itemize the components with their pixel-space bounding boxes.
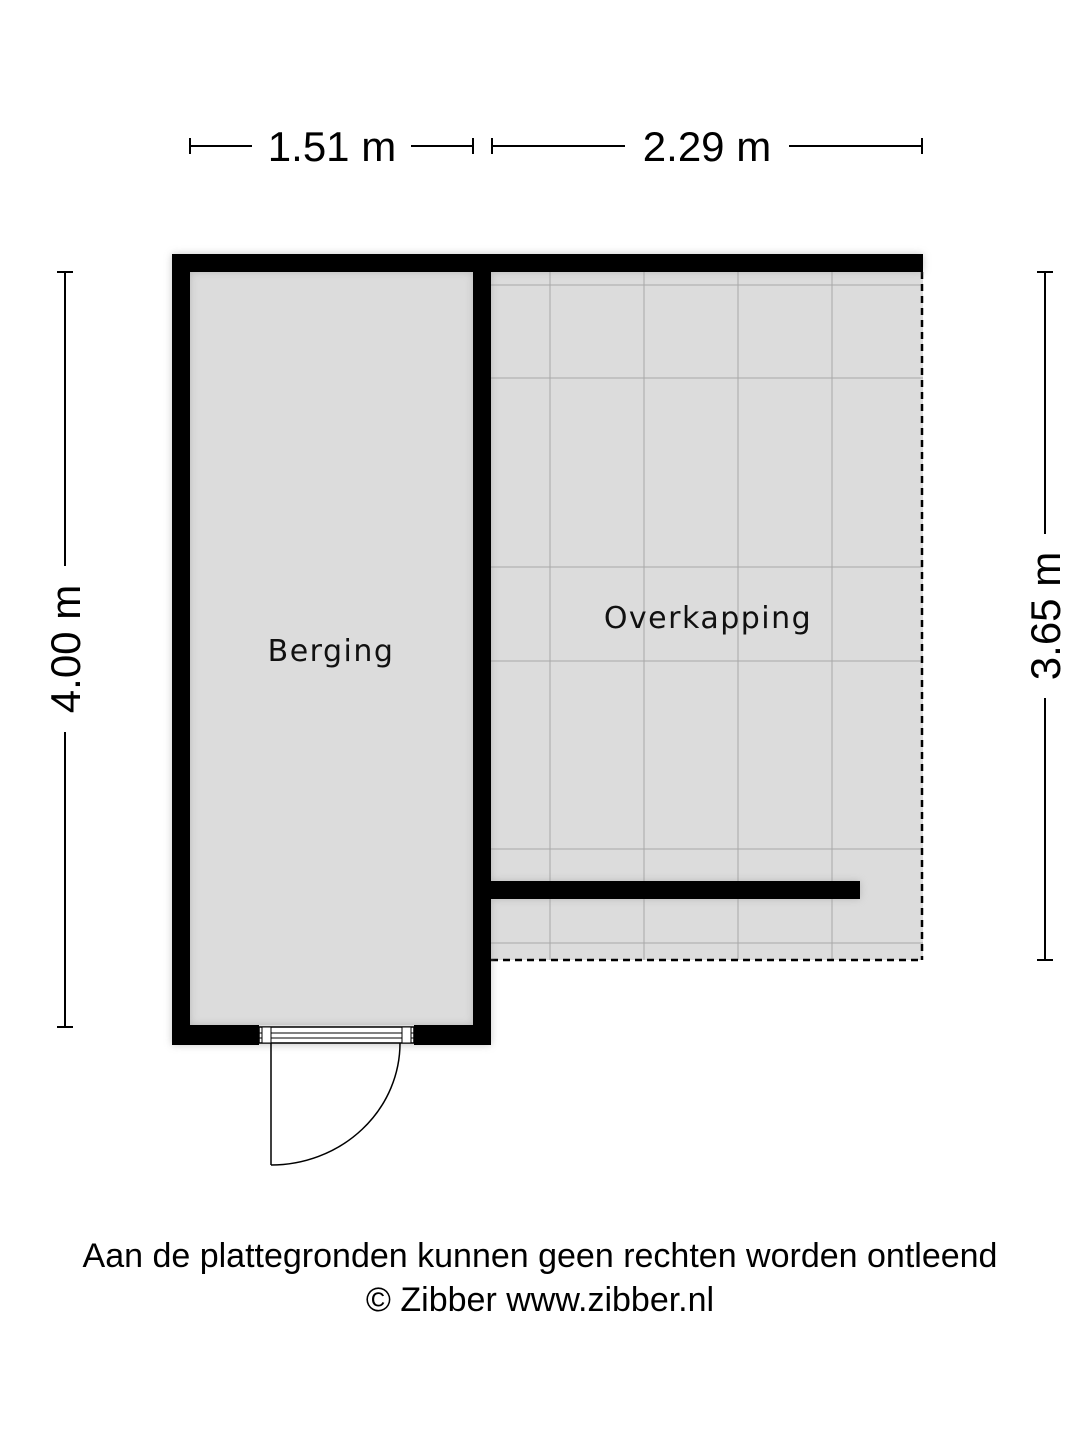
door — [259, 1027, 414, 1165]
room-label-overkapping: Overkapping — [603, 601, 813, 636]
wall-overkapping — [491, 881, 860, 899]
door-swing — [271, 1043, 400, 1165]
room-label-berging: Berging — [267, 634, 395, 669]
wall-bottom-right — [414, 1025, 491, 1045]
dimension-label-right: 3.65 m — [1022, 551, 1069, 681]
wall-middle — [473, 254, 491, 1045]
wall-left — [172, 254, 190, 1045]
copyright-text: © Zibber www.zibber.nl — [365, 1281, 715, 1319]
wall-bottom-left — [172, 1025, 259, 1045]
wall-top — [172, 254, 923, 272]
disclaimer-text: Aan de plattegronden kunnen geen rechten worden ontleend — [82, 1237, 998, 1275]
dimension-label-left: 4.00 m — [42, 584, 89, 714]
dimension-label-top-right: 2.29 m — [642, 123, 772, 170]
dimension-label-top-left: 1.51 m — [267, 123, 397, 170]
